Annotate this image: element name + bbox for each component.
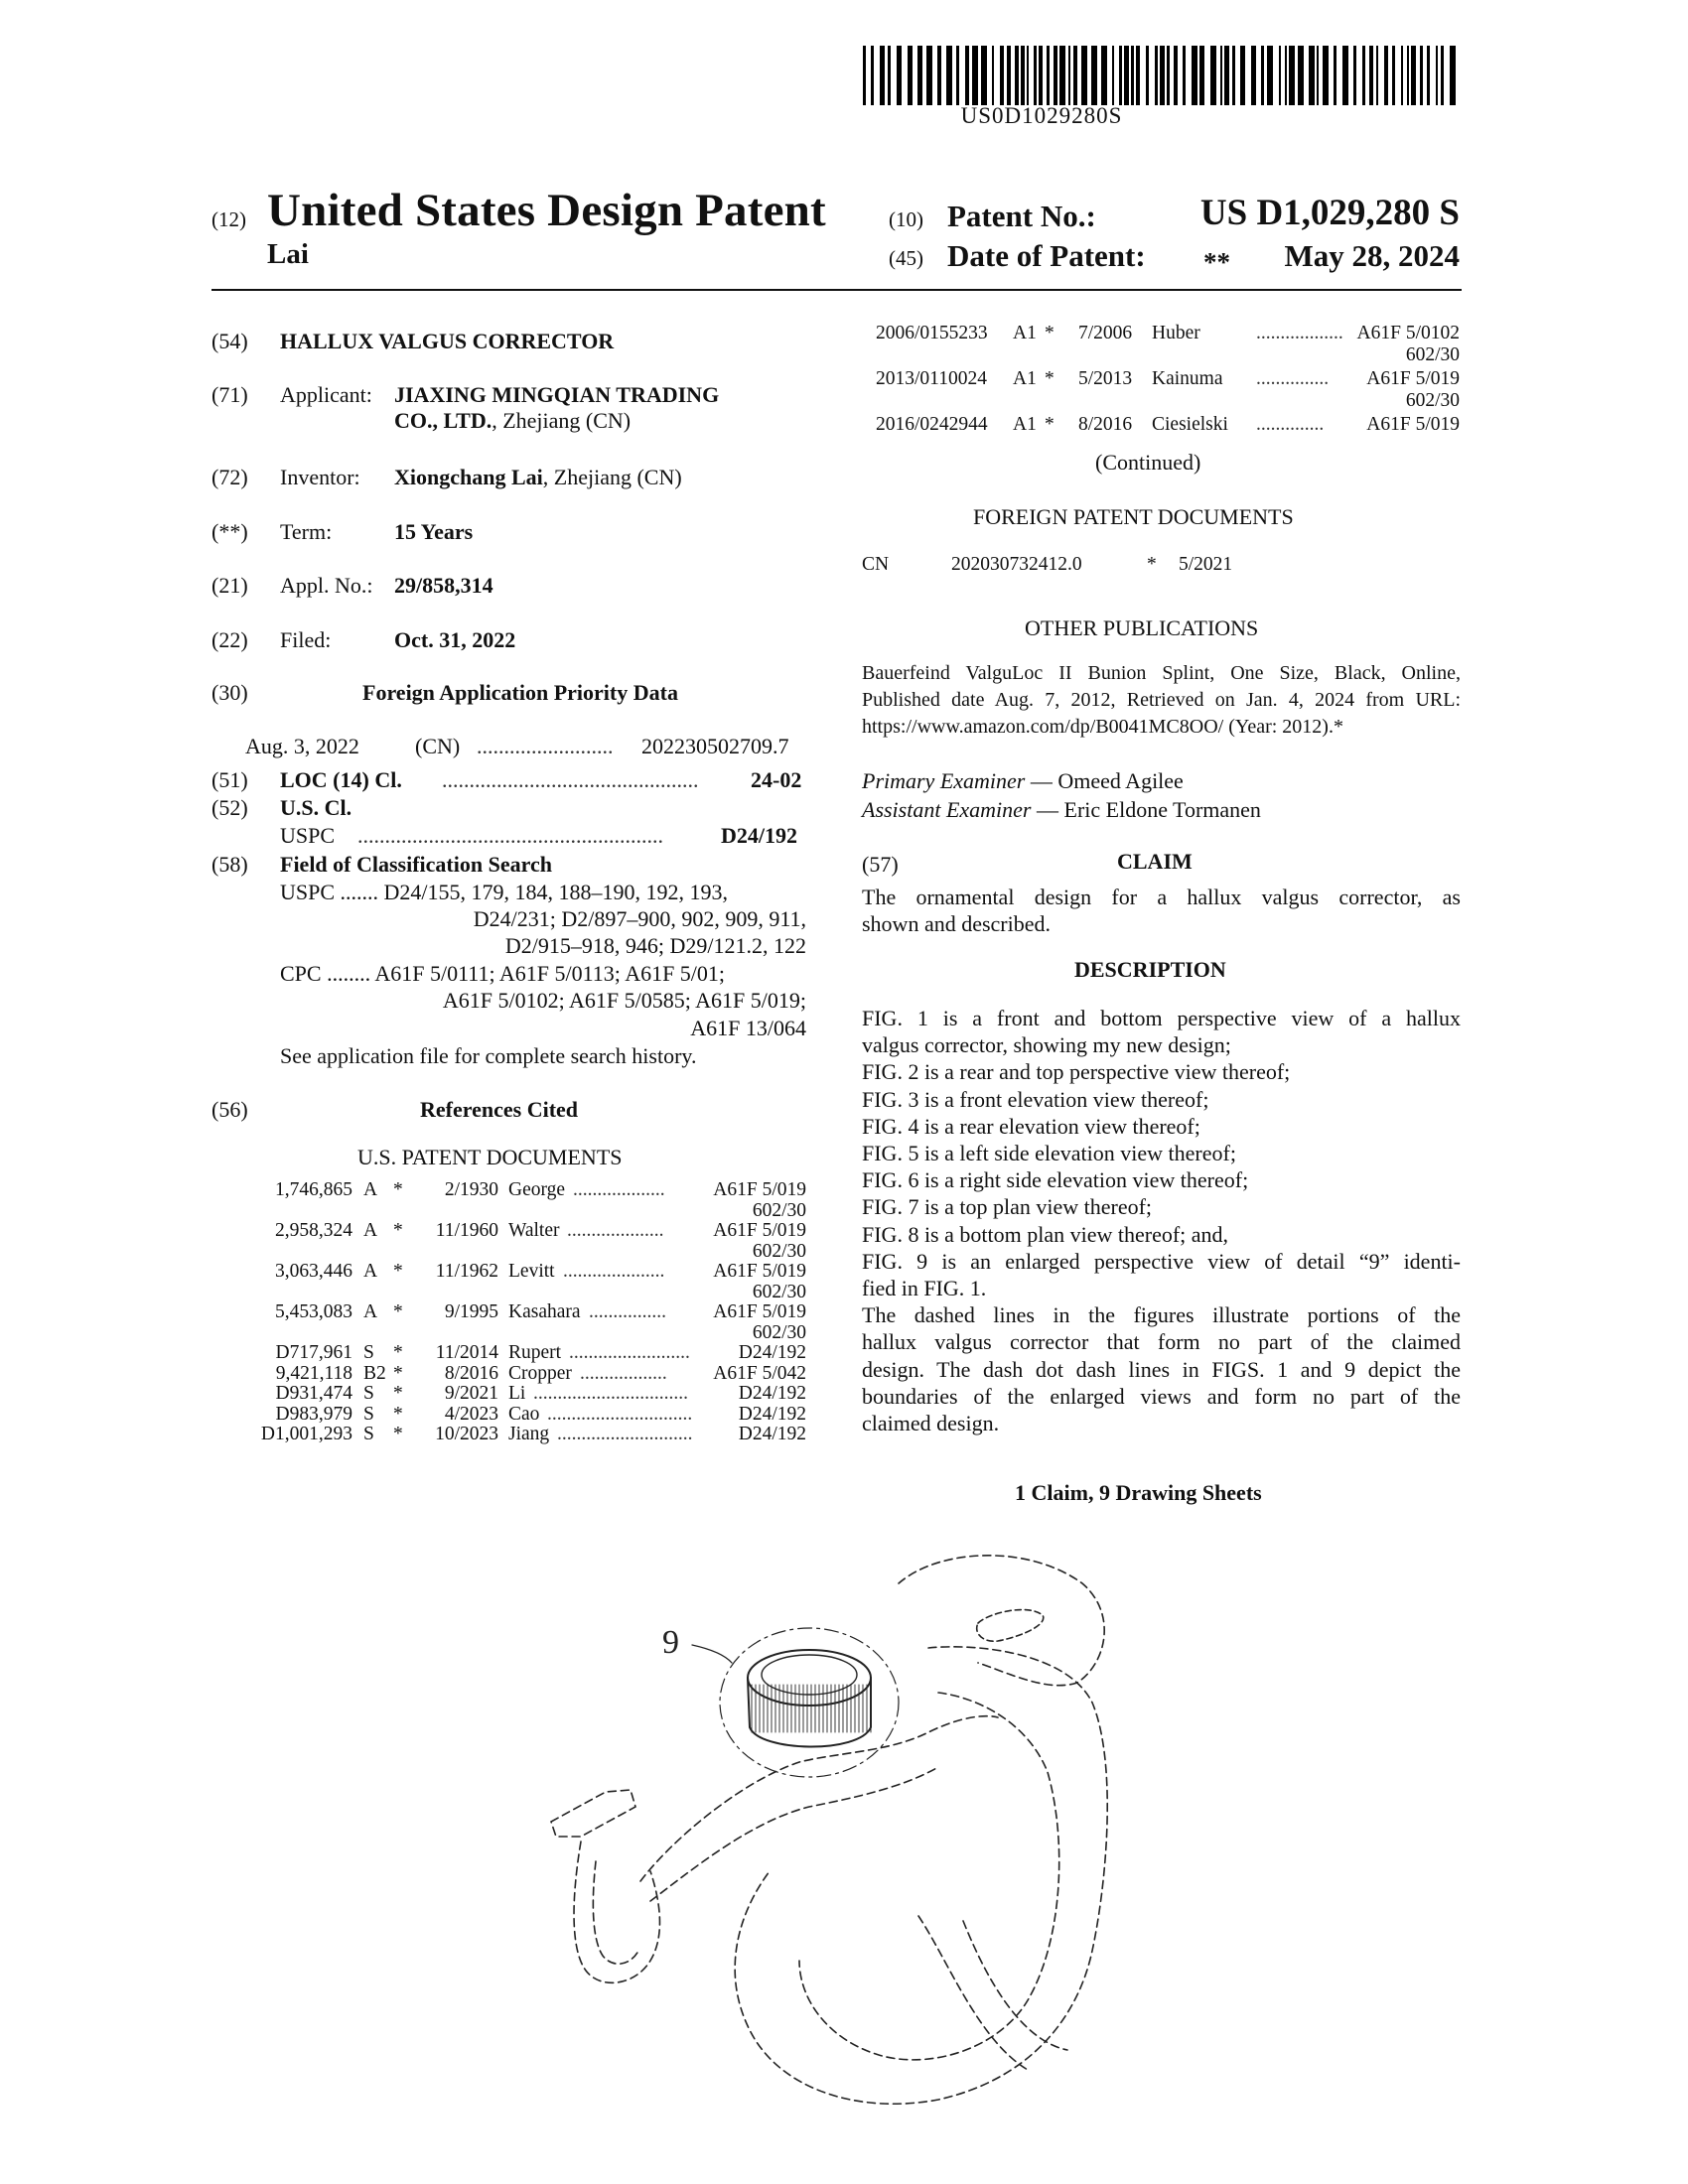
reference-number: D931,474 (275, 1383, 352, 1404)
inid-code-54: (54) (211, 329, 248, 353)
reference-star: * (1045, 323, 1055, 343)
reference-name: Li (508, 1383, 526, 1404)
other-publications-heading: OTHER PUBLICATIONS (1025, 615, 1259, 640)
toe-loop (574, 1842, 659, 1982)
barcode-bar (926, 46, 932, 105)
reference-leader: .................. (580, 1362, 667, 1384)
field-line: CPC ........ A61F 5/0111; A61F 5/0113; A61F 5/01; (280, 961, 726, 986)
field-search-heading: Field of Classification Search (280, 852, 552, 877)
appl-no-value: 29/858,314 (394, 573, 493, 598)
reference-name: Cao (508, 1403, 540, 1425)
barcode-bar (1261, 46, 1264, 105)
barcode-bar (1353, 46, 1356, 105)
loc-label: LOC (14) Cl. (280, 767, 402, 792)
reference-date: 5/2013 (1078, 368, 1133, 389)
applicant-company-suffix: CO., LTD. (394, 408, 492, 433)
barcode-bar (1450, 46, 1456, 105)
foreign-ref-country: CN (862, 554, 890, 575)
barcode-bar (1334, 46, 1336, 105)
reference-subclass: 602/30 (752, 1240, 806, 1262)
barcode-bar (1160, 46, 1165, 105)
reference-number: 5,453,083 (275, 1301, 352, 1322)
barcode-bar (992, 46, 994, 105)
barcode-bar (1420, 46, 1423, 105)
date-of-patent: May 28, 2024 (1284, 238, 1460, 273)
foreign-ref-date: 5/2021 (1179, 554, 1233, 575)
reference-leader: ..................... (563, 1261, 665, 1282)
barcode-bar (863, 46, 866, 105)
reference-class: A61F 5/042 (713, 1362, 806, 1384)
document-title: United States Design Patent (267, 185, 826, 236)
reference-kind: B2 (363, 1362, 386, 1384)
reference-date: 10/2023 (435, 1424, 498, 1444)
applicant-line1: JIAXING MINGQIAN TRADING (394, 382, 720, 407)
reference-name: Walter (508, 1220, 560, 1241)
inid-code-45: (45) (889, 246, 923, 270)
barcode-bar (1309, 46, 1315, 105)
claim-heading: CLAIM (1117, 849, 1193, 874)
strap-edge (918, 1916, 1028, 2070)
barcode-bar (1392, 46, 1395, 105)
inid-code-51: (51) (211, 767, 248, 792)
term-value: 15 Years (394, 519, 474, 544)
description-line: hallux valgus corrector that form no part of the claimed (862, 1329, 1461, 1355)
uspc-leader: ........................................................ (357, 823, 663, 848)
inid-code-term: (**) (211, 519, 248, 544)
other-pub-line: https://www.amazon.com/dp/B0041MC8OO/ (Year: 2012).* (862, 716, 1343, 738)
uspc-label: USPC (280, 823, 336, 848)
barcode-bar (1054, 46, 1057, 105)
reference-date: 7/2006 (1078, 323, 1133, 343)
barcode-bar (1039, 46, 1043, 105)
reference-subclass: 602/30 (752, 1281, 806, 1302)
reference-number: D717,961 (275, 1342, 352, 1363)
barcode-bar (1436, 46, 1438, 105)
barcode-bar (1441, 46, 1444, 105)
inventor-surname: Lai (267, 238, 309, 270)
reference-kind: S (363, 1424, 374, 1444)
barcode-bar (1317, 46, 1319, 105)
inid-code-12: (12) (211, 207, 246, 231)
term-label: Term: (280, 519, 333, 544)
patent-number-label: Patent No.: (947, 199, 1096, 233)
reference-kind: A (363, 1261, 378, 1282)
reference-number: D1,001,293 (260, 1424, 352, 1444)
barcode-bar (880, 46, 885, 105)
description-line: The dashed lines in the figures illustrate portions of the (862, 1302, 1461, 1328)
reference-subclass: 602/30 (1405, 390, 1460, 411)
reference-leader: ............... (1256, 368, 1330, 389)
claim-text-line: shown and described. (862, 911, 1052, 936)
toe-loop-inner (593, 1861, 638, 1964)
primary-examiner (862, 767, 1184, 794)
reference-star: * (393, 1301, 403, 1322)
reference-number: 2016/0242944 (876, 414, 988, 435)
reference-date: 11/1960 (435, 1220, 498, 1241)
reference-row (228, 1424, 806, 1447)
barcode-bar (1112, 46, 1114, 105)
reference-leader: ................ (589, 1301, 666, 1322)
reference-name: Ciesielski (1152, 414, 1228, 435)
reference-name: Kasahara (508, 1301, 581, 1322)
dial-knurl (752, 1685, 871, 1732)
inid-code-21: (21) (211, 573, 248, 598)
assistant-examiner (862, 796, 1261, 823)
us-cl-label: U.S. Cl. (280, 795, 352, 820)
reference-name: Kainuma (1152, 368, 1223, 389)
field-line: See application file for complete search history. (280, 1043, 697, 1068)
reference-class: A61F 5/019 (713, 1301, 806, 1322)
reference-class: D24/192 (738, 1342, 806, 1363)
reference-star: * (393, 1261, 403, 1282)
inid-code-58: (58) (211, 852, 248, 877)
reference-name: Levitt (508, 1261, 555, 1282)
reference-class: A61F 5/019 (713, 1179, 806, 1200)
reference-number: 2,958,324 (275, 1220, 352, 1241)
patent-number: US D1,029,280 S (1199, 193, 1460, 233)
barcode-bar (1034, 46, 1037, 105)
reference-kind: S (363, 1383, 374, 1404)
loc-leader: ............................................... (442, 767, 699, 792)
barcode-bar (1224, 46, 1229, 105)
reference-class: A61F 5/019 (1366, 368, 1460, 389)
barcode-bar (1427, 46, 1430, 105)
reference-star: * (393, 1383, 403, 1404)
claim-text-line: The ornamental design for a hallux valgus corrector, as (862, 885, 1461, 909)
toe-clip (551, 1790, 635, 1837)
field-line: D2/915–918, 946; D29/121.2, 122 (504, 933, 806, 958)
barcode-bar (956, 46, 959, 105)
barcode-bar (1146, 46, 1149, 105)
description-line: FIG. 4 is a rear elevation view thereof; (862, 1113, 1200, 1139)
reference-star: * (393, 1342, 403, 1363)
reference-class: A61F 5/019 (713, 1220, 806, 1241)
inid-code-22: (22) (211, 627, 248, 652)
loc-value: 24-02 (751, 767, 802, 792)
filed-value: Oct. 31, 2022 (394, 627, 516, 652)
description-line: FIG. 7 is a top plan view thereof; (862, 1194, 1153, 1220)
barcode-bar (1007, 46, 1011, 105)
reference-kind: A (363, 1301, 378, 1322)
dial-top (748, 1650, 871, 1706)
description-line: FIG. 3 is a front elevation view thereof; (862, 1086, 1209, 1112)
rear-pad (899, 1556, 1104, 1686)
reference-date: 9/2021 (444, 1383, 498, 1404)
barcode-bar (1000, 46, 1004, 105)
description-line: FIG. 2 is a rear and top perspective view thereof; (862, 1059, 1291, 1085)
barcode-bar (1059, 46, 1065, 105)
barcode-bar (1101, 46, 1107, 105)
appl-no-label: Appl. No.: (280, 573, 373, 598)
reference-subclass: 602/30 (752, 1321, 806, 1343)
reference-star: * (393, 1403, 403, 1425)
reference-leader: .................... (567, 1220, 664, 1241)
reference-class: D24/192 (738, 1424, 806, 1444)
barcode-bar (1362, 46, 1365, 105)
us-patent-docs-heading: U.S. PATENT DOCUMENTS (357, 1145, 623, 1169)
barcode-bar (1267, 46, 1273, 105)
strap-edge (963, 1921, 1067, 2050)
barcode-bar (1192, 46, 1197, 105)
barcode-number: US0D1029280S (960, 103, 1123, 128)
reference-leader: .................. (1256, 323, 1343, 343)
reference-leader: .............. (1256, 414, 1325, 435)
reference-number: 2013/0110024 (876, 368, 987, 389)
description-line: claimed design. (862, 1411, 1000, 1435)
barcode-bar (1289, 46, 1295, 105)
reference-number: 9,421,118 (275, 1362, 352, 1384)
inventor-label: Inventor: (280, 465, 360, 489)
barcode-bar (1068, 46, 1070, 105)
barcode-bar (1298, 46, 1304, 105)
barcode-bar (1021, 46, 1025, 105)
barcode-bar (937, 46, 941, 105)
other-pub-line: Published date Aug. 7, 2012, Retrieved on Jan. 4, 2024 from URL: (862, 689, 1461, 711)
inid-code-30: (30) (211, 680, 248, 705)
barcode-bar (1220, 46, 1222, 105)
barcode-bar (1376, 46, 1378, 105)
date-stars: ** (1203, 247, 1230, 277)
claims-summary: 1 Claim, 9 Drawing Sheets (1015, 1480, 1262, 1505)
reference-leader: ............................ (557, 1424, 693, 1444)
description-line: FIG. 8 is a bottom plan view thereof; and, (862, 1221, 1229, 1247)
inid-code-56: (56) (211, 1097, 248, 1122)
reference-row (864, 323, 1460, 346)
barcode-bar (1411, 46, 1416, 105)
inid-code-10: (10) (889, 207, 923, 231)
barcode-bar (871, 46, 874, 105)
foreign-ref-number: 202030732412.0 (951, 554, 1082, 575)
barcode-bar (1199, 46, 1204, 105)
barcode-bar (1081, 46, 1087, 105)
reference-date: 2/1930 (444, 1179, 498, 1200)
description-line: boundaries of the enlarged views and form no part of the (862, 1383, 1461, 1409)
inid-code-72: (72) (211, 465, 248, 489)
reference-star: * (1045, 368, 1055, 389)
strap-inner (799, 1693, 1059, 2060)
priority-number: 202230502709.7 (641, 734, 789, 758)
barcode-bar (897, 46, 902, 105)
reference-class: A61F 5/019 (1366, 414, 1460, 435)
barcode-bar (1407, 46, 1409, 105)
barcode-bar (972, 46, 978, 105)
description-line: valgus corrector, showing my new design; (862, 1032, 1231, 1058)
barcode (863, 46, 1461, 105)
reference-date: 8/2016 (1078, 414, 1133, 435)
reference-star: * (393, 1220, 403, 1241)
reference-kind: A (363, 1220, 378, 1241)
barcode-bar (1401, 46, 1403, 105)
barcode-bar (1342, 46, 1348, 105)
barcode-bar (1124, 46, 1129, 105)
barcode-bar (1027, 46, 1029, 105)
reference-star: * (1045, 414, 1055, 435)
priority-country: (CN) (415, 734, 461, 758)
reference-star: * (393, 1362, 403, 1384)
reference-date: 4/2023 (444, 1403, 498, 1425)
inventor-line (394, 464, 682, 491)
reference-date: 11/2014 (435, 1342, 498, 1363)
reference-kind: S (363, 1342, 374, 1363)
applicant-label: Applicant: (280, 382, 372, 407)
barcode-bar (1015, 46, 1019, 105)
reference-date: 8/2016 (444, 1362, 498, 1384)
rear-pad-slot (977, 1610, 1044, 1642)
description-line: FIG. 5 is a left side elevation view thereof; (862, 1141, 1236, 1165)
leader-line (692, 1645, 732, 1663)
reference-kind: A1 (1013, 323, 1037, 343)
reference-class: A61F 5/019 (713, 1261, 806, 1282)
figure-label-9: 9 (662, 1624, 679, 1661)
barcode-bar (1047, 46, 1050, 105)
reference-kind: A1 (1013, 414, 1037, 435)
field-line: A61F 5/0102; A61F 5/0585; A61F 5/019; (442, 988, 806, 1013)
reference-number: 1,746,865 (275, 1179, 352, 1200)
dial-side (748, 1678, 871, 1747)
field-line: USPC ....... D24/155, 179, 184, 188–190, 192, 193, (280, 880, 729, 904)
inventor-name: Xiongchang Lai (394, 465, 543, 489)
reference-star: * (393, 1424, 403, 1444)
assistant-examiner-label: Assistant Examiner (862, 797, 1032, 822)
barcode-bar (1232, 46, 1235, 105)
reference-leader: ................... (573, 1179, 665, 1200)
uspc-value: D24/192 (721, 823, 797, 848)
inid-code-57: (57) (862, 852, 899, 877)
reference-leader: .............................. (547, 1403, 693, 1425)
reference-subclass: 602/30 (1405, 344, 1460, 365)
reference-class: D24/192 (738, 1403, 806, 1425)
reference-kind: S (363, 1403, 374, 1425)
barcode-bar (1251, 46, 1256, 105)
inid-code-52: (52) (211, 795, 248, 820)
barcode-bar (1323, 46, 1329, 105)
field-line: D24/231; D2/897–900, 902, 909, 911, (473, 906, 806, 931)
barcode-bar (1136, 46, 1140, 105)
reference-row (864, 368, 1460, 392)
priority-heading: Foreign Application Priority Data (362, 680, 678, 705)
barcode-bar (1369, 46, 1373, 105)
barcode-bar (1155, 46, 1158, 105)
barcode-bar (1279, 46, 1281, 105)
reference-row (864, 414, 1460, 438)
reference-class: D24/192 (738, 1383, 806, 1404)
description-line: FIG. 9 is an enlarged perspective view of detail “9” identi- (862, 1248, 1461, 1274)
date-of-patent-label: Date of Patent: (947, 238, 1146, 273)
reference-subclass: 602/30 (752, 1199, 806, 1221)
reference-star: * (393, 1179, 403, 1200)
assistant-examiner-name: — Eric Eldone Tormanen (1037, 797, 1261, 822)
barcode-bar (1183, 46, 1186, 105)
reference-number: D983,979 (275, 1403, 352, 1425)
barcode-bar (946, 46, 952, 105)
foreign-ref-star: * (1147, 554, 1157, 575)
barcode-bar (1131, 46, 1134, 105)
design-drawing (511, 1524, 1206, 2149)
priority-leader: ......................... (477, 734, 614, 758)
description-heading: DESCRIPTION (1074, 957, 1226, 982)
reference-name: Huber (1152, 323, 1200, 343)
splint-arm (640, 1716, 998, 1881)
other-pub-line: Bauerfeind ValguLoc II Bunion Splint, One Size, Black, Online, (862, 662, 1461, 684)
reference-kind: A1 (1013, 368, 1037, 389)
reference-name: George (508, 1179, 566, 1200)
reference-leader: ......................... (569, 1342, 690, 1363)
description-line: design. The dash dot dash lines in FIGS. 1 and 9 depict the (862, 1356, 1461, 1382)
continued-note: (Continued) (1095, 450, 1201, 475)
header-rule (211, 289, 1462, 291)
splint-arm (650, 1767, 938, 1901)
barcode-bar (1073, 46, 1077, 105)
description-line: FIG. 6 is a right side elevation view thereof; (862, 1167, 1249, 1193)
barcode-bar (917, 46, 922, 105)
reference-number: 2006/0155233 (876, 323, 988, 343)
barcode-bar (1167, 46, 1170, 105)
barcode-bar (1285, 46, 1287, 105)
inventor-location: , Zhejiang (CN) (542, 465, 682, 489)
title-value: HALLUX VALGUS CORRECTOR (280, 329, 615, 353)
reference-kind: A (363, 1179, 378, 1200)
applicant-line2 (394, 407, 631, 435)
barcode-bar (1384, 46, 1388, 105)
inid-code-71: (71) (211, 382, 248, 407)
barcode-bar (1210, 46, 1216, 105)
filed-label: Filed: (280, 627, 332, 652)
foreign-docs-heading: FOREIGN PATENT DOCUMENTS (973, 504, 1294, 529)
barcode-bar (1119, 46, 1122, 105)
applicant-location: , Zhejiang (CN) (492, 408, 632, 433)
barcode-bar (1240, 46, 1245, 105)
description-line: FIG. 1 is a front and bottom perspective view of a hallux (862, 1006, 1461, 1030)
reference-number: 3,063,446 (275, 1261, 352, 1282)
reference-class: A61F 5/0102 (1356, 323, 1460, 343)
barcode-bar (888, 46, 891, 105)
reference-name: Rupert (508, 1342, 562, 1363)
references-heading: References Cited (420, 1097, 579, 1122)
primary-examiner-name: — Omeed Agilee (1030, 768, 1184, 793)
barcode-bar (965, 46, 969, 105)
strap-outline (735, 1647, 1107, 2104)
barcode-bar (981, 46, 987, 105)
barcode-bar (908, 46, 913, 105)
priority-date: Aug. 3, 2022 (245, 734, 359, 758)
reference-name: Jiang (508, 1424, 550, 1444)
reference-name: Cropper (508, 1362, 572, 1384)
primary-examiner-label: Primary Examiner (862, 768, 1026, 793)
description-line: fied in FIG. 1. (862, 1276, 987, 1300)
reference-leader: ................................ (533, 1383, 688, 1404)
field-line: A61F 13/064 (690, 1016, 806, 1040)
reference-date: 9/1995 (444, 1301, 498, 1322)
barcode-bar (1091, 46, 1097, 105)
reference-date: 11/1962 (435, 1261, 498, 1282)
barcode-bar (1174, 46, 1178, 105)
